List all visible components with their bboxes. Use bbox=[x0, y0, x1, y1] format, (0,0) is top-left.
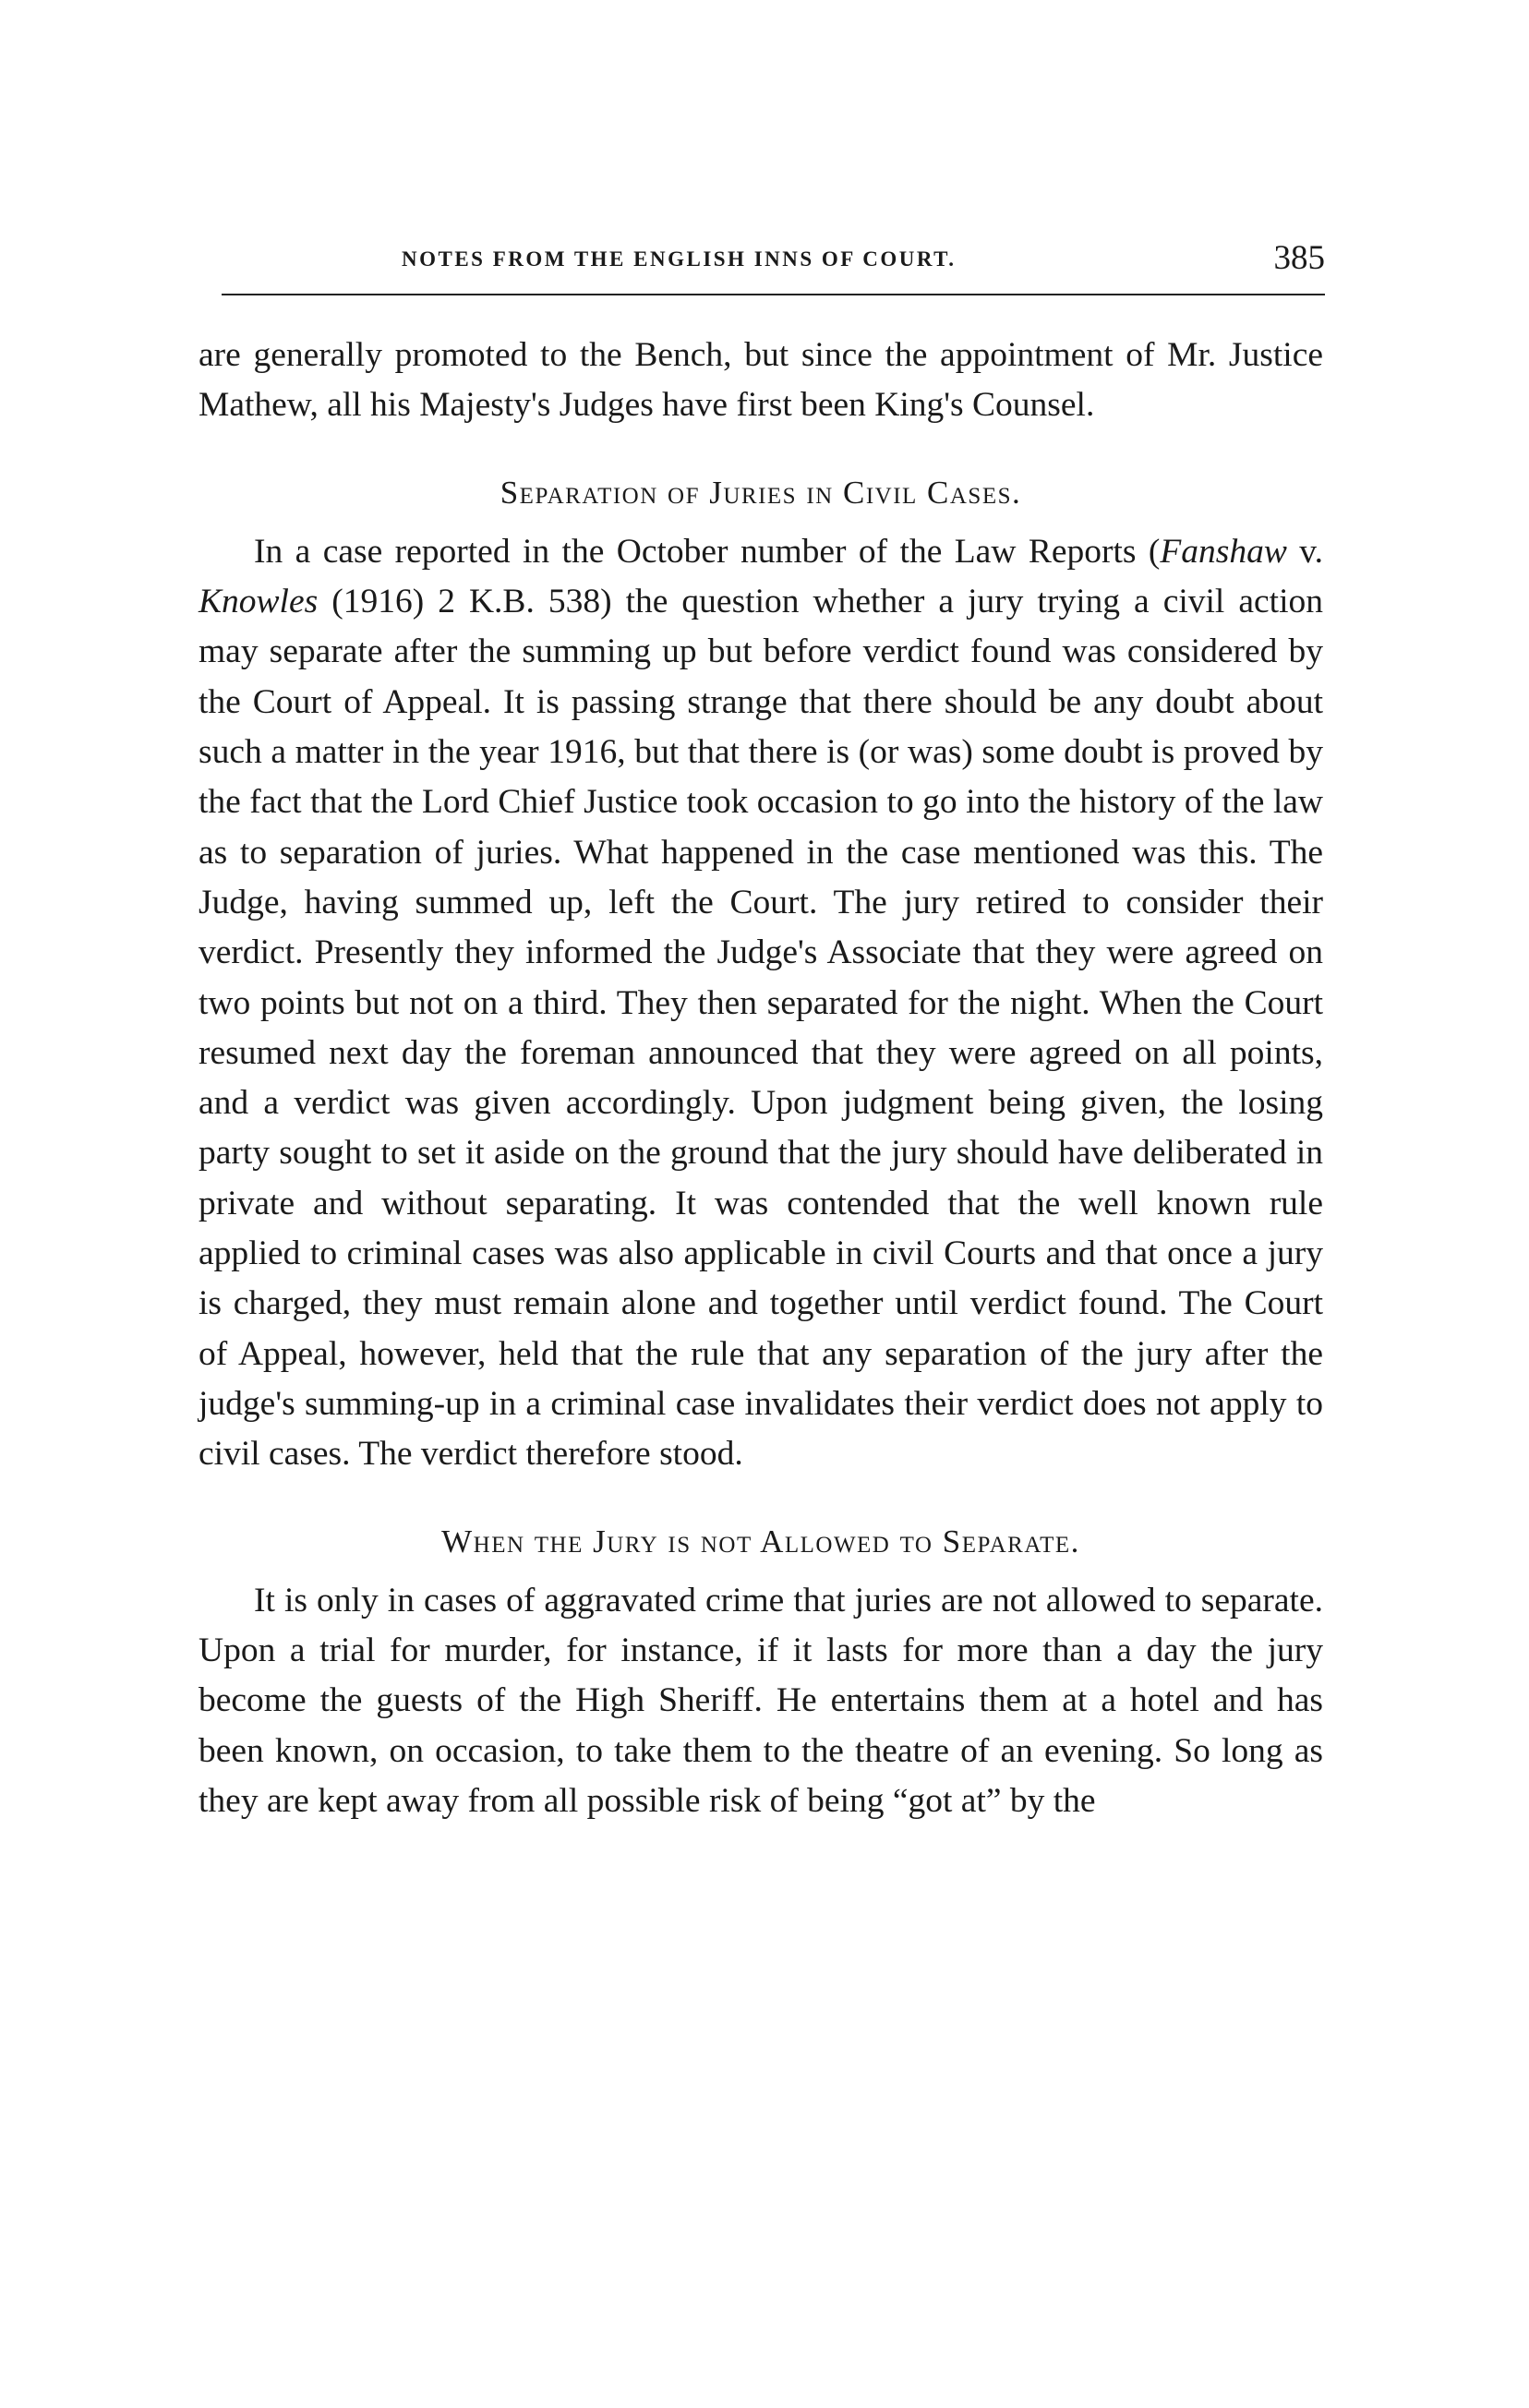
running-title: NOTES FROM THE ENGLISH INNS OF COURT. bbox=[402, 247, 957, 271]
continuation-paragraph: are generally promoted to the Bench, but since the appointment of Mr. Justice Mathew, all his Majesty's Judges have first been King's Counsel. bbox=[199, 336, 1323, 425]
header-rule bbox=[222, 294, 1325, 295]
body-text bbox=[199, 331, 1323, 1826]
section-heading-jury-not-allowed-to-separate: When the Jury is not Allowed to Separate. bbox=[441, 1523, 1080, 1559]
case-name-knowles: Knowles bbox=[199, 583, 319, 621]
case-name-fanshaw: Fanshaw bbox=[1160, 532, 1287, 571]
paragraph-separation-of-juries bbox=[199, 527, 1323, 1480]
section-heading-separation-of-juries: Separation of Juries in Civil Cases. bbox=[500, 474, 1022, 511]
paragraph-rest: (1916) 2 K.B. 538) the question whether a jury trying a civil action may separate after the summing up but before verdict found was considered by the Court of Appeal. It is passing strange that there should be any doubt about such a matter in the year 1916, but that there is (or was) some doubt is proved by the fact that the Lord Chief Justice took occasion to go into the history of the law as to separation of juries. What happened in the case mentioned was this. The Judge, having summed up, left the Court. The jury retired to consider their verdict. Presently they informed the Judge's Associate that they were agreed on two points but not on a third. They then separated for the night. When the Court resumed next day the foreman announced that they were agreed on all points, and a verdict was given accordingly. Upon judgment being given, the losing party sought to set it aside on the ground that the jury should have deliberated in private and without separating. It was contended that the well known rule applied to criminal cases was also applicable in civil Courts and that once a jury is charged, they must remain alone and together until verdict found. The Court of Appeal, however, held that the rule that any separation of the jury after the judge's summing-up in a criminal case invalidates their verdict does not apply to civil cases. The verdict therefore stood. bbox=[199, 583, 1323, 1474]
paragraph-jury-not-allowed-to-separate: It is only in cases of aggravated crime that juries are not allowed to separate. Upon a trial for murder, for instance, if it lasts for more than a day the jury become the guests of the High Sheriff. He entertains them at a hotel and has been known, on occasion, to take them to the theatre of an evening. So long as they are kept away from all possible risk of being “got at” by the bbox=[199, 1581, 1323, 1821]
case-versus: v. bbox=[1286, 532, 1323, 571]
page-number: 385 bbox=[1273, 239, 1325, 277]
paragraph-lead: In a case reported in the October number of the Law Reports ( bbox=[254, 532, 1161, 571]
running-head bbox=[222, 238, 1325, 294]
